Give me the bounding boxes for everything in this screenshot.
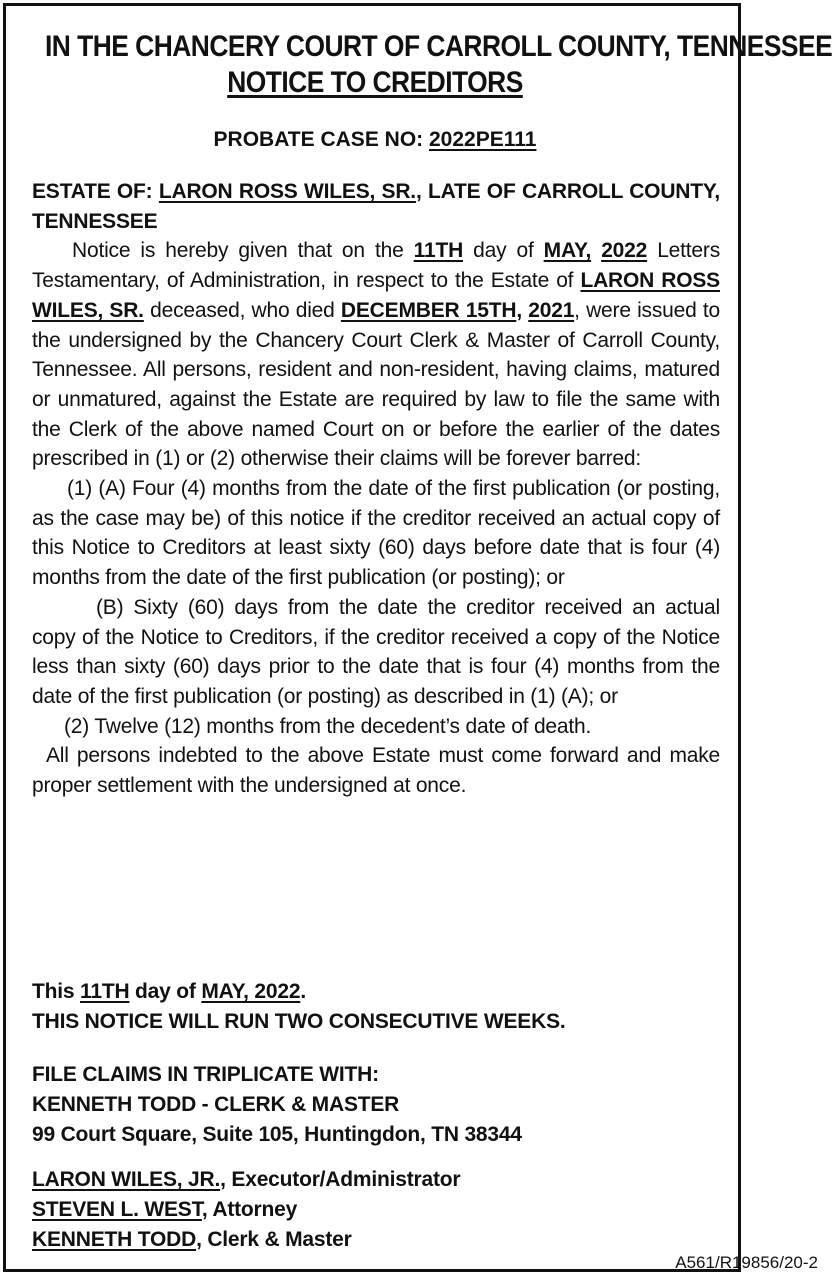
p1-text-f: , (516, 298, 529, 322)
signatory-name: KENNETH TODD (32, 1228, 197, 1251)
p1-text-b: day of (463, 239, 544, 263)
dated-mid: day of (129, 980, 202, 1003)
notice-paragraph-5: All persons indebted to the above Estate must come forward and make proper settlement with the undersigned at once. (32, 744, 720, 798)
p1-text-g: , were issued to the undersigned by the Chancery Court Clerk & Master of Carroll County, Tennessee. All persons, resident and non-resident, having claims, matured or unmatured, against the Estate are required by law to file the same with the Clerk of the above named Court on or before the earlier of the dates prescribed in (1) or (2) otherwise their claims will be forever barred: (32, 298, 720, 471)
estate-label: ESTATE OF: (32, 180, 159, 203)
p1-text-d: Letters Testamentary, of Administration, in respect to the Estate of (32, 239, 721, 293)
estate-suffix: , LATE OF CARROLL COUNTY, TENNESSEE (32, 180, 720, 233)
death-date: DECEMBER 15TH (340, 298, 517, 322)
court-title: IN THE CHANCERY COURT OF CARROLL COUNTY, TENNESSEE (45, 30, 832, 63)
case-number: 2022PE111 (429, 128, 537, 151)
run-notice: THIS NOTICE WILL RUN TWO CONSECUTIVE WEEKS. (32, 1010, 566, 1033)
dated-end: . (300, 980, 306, 1003)
notice-body (32, 177, 720, 801)
letters-month: MAY, (543, 239, 592, 263)
notice-title-text: NOTICE TO CREDITORS (227, 66, 523, 99)
estate-name: LARON ROSS WILES, SR. (158, 180, 416, 203)
letters-year: 2022 (601, 239, 648, 263)
notice-paragraph-3: (B) Sixty (60) days from the date the creditor received an actual copy of the Notice to Creditors, if the creditor received a copy of the Notice less than sixty (60) days prior to the date that is four (4) months from the date of the first publication (or posting) as described in (1) (A); or (32, 595, 720, 708)
signatory-executor (32, 1165, 732, 1195)
file-claims-address: 99 Court Square, Suite 105, Huntingdon, TN 38344 (32, 1123, 522, 1146)
dated-day: 11TH (80, 980, 130, 1003)
file-claims-line-1: FILE CLAIMS IN TRIPLICATE WITH: (32, 1063, 379, 1086)
signatory-attorney (32, 1195, 732, 1225)
signatory-clerk (32, 1225, 732, 1255)
file-claims-line-2: KENNETH TODD - CLERK & MASTER (32, 1093, 400, 1116)
notice-paragraph-1 (32, 236, 720, 474)
notice-paragraph-4: (2) Twelve (12) months from the decedent’s date of death. (64, 714, 592, 738)
signatories-block (32, 1165, 732, 1255)
death-year: 2021 (528, 298, 575, 322)
dated-line (32, 977, 732, 1007)
signatory-name: LARON WILES, JR. (32, 1168, 221, 1191)
signatory-role: , Attorney (201, 1198, 298, 1221)
dated-date: MAY, 2022 (201, 980, 301, 1003)
p1-text-c (591, 239, 601, 262)
probate-case-line (0, 128, 750, 152)
signatory-role: , Clerk & Master (196, 1228, 352, 1251)
case-label: PROBATE CASE NO: (213, 128, 429, 151)
decedent-name: LARON ROSS WILES, SR. (32, 269, 720, 322)
dated-block (32, 977, 732, 1037)
p1-text-a: Notice is hereby given that on the (72, 239, 414, 263)
notice-paragraph-2: (1) (A) Four (4) months from the date of the first publication (or posting, as the case may be) of this notice if the creditor received an actual copy of this Notice to Creditors at least sixty (60) days before date that is four (4) months from the date of the first publication (or posting); or (32, 477, 720, 590)
p1-text-e: deceased, who died (143, 298, 341, 322)
signatory-role: , Executor/Administrator (220, 1168, 461, 1191)
signatory-name: STEVEN L. WEST (32, 1198, 202, 1221)
file-claims-block (32, 1060, 732, 1150)
ad-reference-code: A561/R19856/20-2 (675, 1253, 818, 1272)
estate-line (32, 177, 720, 236)
dated-prefix: This (32, 980, 81, 1003)
notice-title (45, 66, 705, 100)
letters-day: 11TH (413, 239, 464, 263)
